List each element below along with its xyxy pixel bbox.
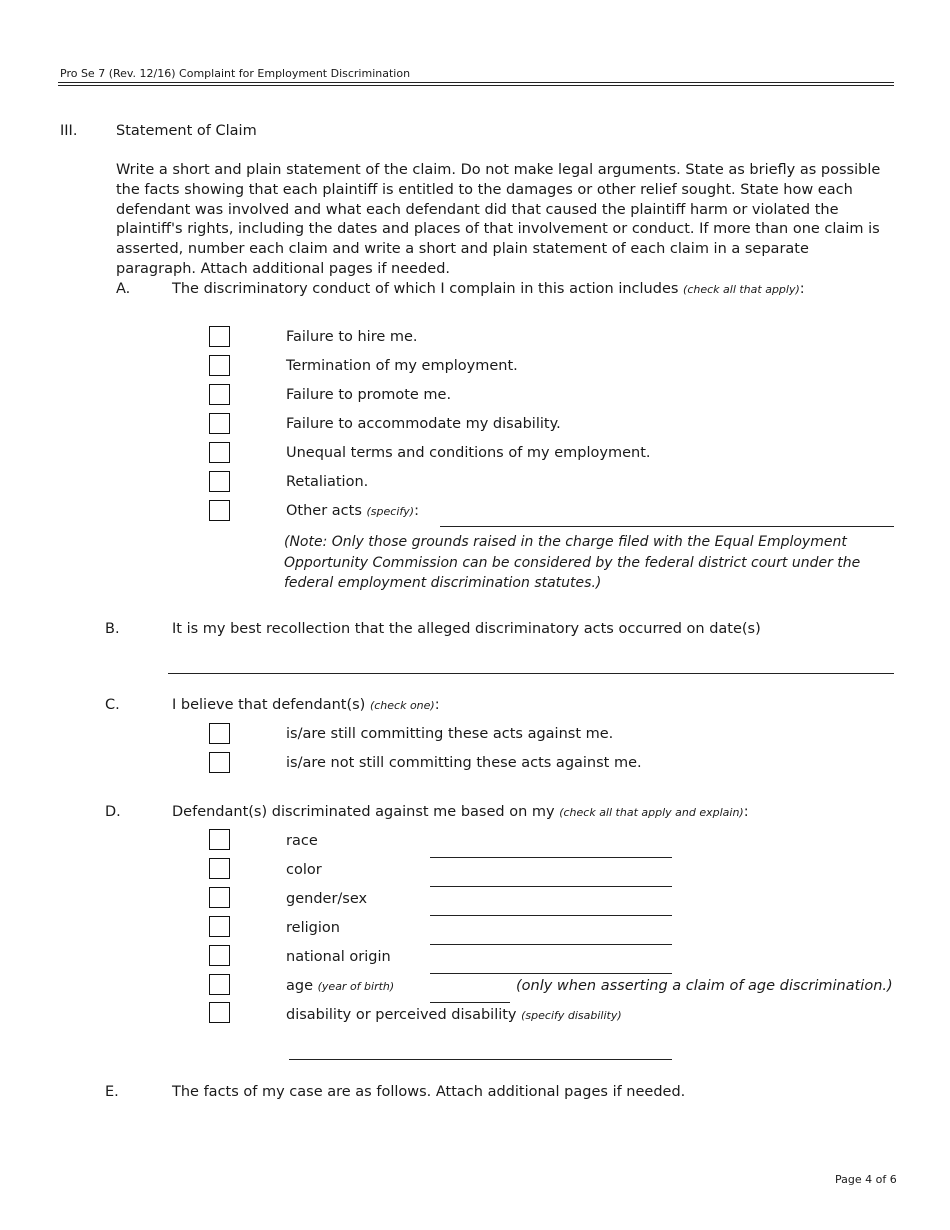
- option-age-line: [286, 978, 394, 994]
- option-age: age: [286, 978, 314, 994]
- checkbox-not-still-committing[interactable]: [209, 752, 230, 773]
- section-number: III.: [60, 123, 78, 139]
- option-race: race: [286, 833, 318, 849]
- part-d-hint: (check all that apply and explain): [559, 806, 744, 819]
- option-termination: Termination of my employment.: [286, 358, 518, 374]
- part-e-letter: E.: [105, 1084, 119, 1100]
- part-d-prompt-line: Defendant(s) discriminated against me based on my (check all that apply and explain):: [172, 804, 749, 820]
- part-c-prompt-line: I believe that defendant(s) (check one):: [172, 697, 440, 713]
- other-acts-input[interactable]: [440, 526, 894, 527]
- checkbox-color[interactable]: [209, 858, 230, 879]
- checkbox-unequal-terms[interactable]: [209, 442, 230, 463]
- checkbox-still-committing[interactable]: [209, 723, 230, 744]
- other-acts-hint: (specify): [366, 505, 415, 518]
- part-c-letter: C.: [105, 697, 120, 713]
- color-input[interactable]: [430, 886, 672, 887]
- option-gender: gender/sex: [286, 891, 368, 907]
- option-national-origin: national origin: [286, 949, 391, 965]
- option-religion: religion: [286, 920, 340, 936]
- option-other-acts: Other acts: [286, 503, 362, 519]
- header-rule-top: [58, 82, 894, 83]
- page-number: Page 4 of 6: [835, 1173, 897, 1186]
- disability-hint: (specify disability): [521, 1009, 622, 1022]
- part-c-hint: (check one): [369, 699, 435, 712]
- checkbox-termination[interactable]: [209, 355, 230, 376]
- part-a-hint: (check all that apply): [683, 283, 800, 296]
- checkbox-other-acts[interactable]: [209, 500, 230, 521]
- part-c-prompt: I believe that defendant(s): [172, 697, 366, 713]
- checkbox-failure-to-promote[interactable]: [209, 384, 230, 405]
- part-b-prompt: It is my best recollection that the alleged discriminatory acts occurred on date(s): [172, 621, 761, 637]
- race-input[interactable]: [430, 857, 672, 858]
- option-color: color: [286, 862, 322, 878]
- checkbox-disability[interactable]: [209, 1002, 230, 1023]
- part-e-prompt: The facts of my case are as follows. Attach additional pages if needed.: [172, 1084, 686, 1100]
- national-origin-input[interactable]: [430, 973, 672, 974]
- header-rule-bottom: [58, 85, 894, 86]
- part-d-prompt: Defendant(s) discriminated against me based on my: [172, 804, 555, 820]
- part-a-letter: A.: [116, 281, 131, 297]
- gender-input[interactable]: [430, 915, 672, 916]
- religion-input[interactable]: [430, 944, 672, 945]
- option-still-committing: is/are still committing these acts against me.: [286, 726, 614, 742]
- year-of-birth-input[interactable]: [430, 1002, 510, 1003]
- option-retaliation: Retaliation.: [286, 474, 369, 490]
- checkbox-race[interactable]: [209, 829, 230, 850]
- option-failure-to-accommodate: Failure to accommodate my disability.: [286, 416, 561, 432]
- option-disability-line: [286, 1007, 622, 1023]
- option-not-still-committing: is/are not still committing these acts against me.: [286, 755, 642, 771]
- part-a-prompt-line: The discriminatory conduct of which I complain in this action includes (check all that apply):: [172, 281, 805, 297]
- checkbox-age[interactable]: [209, 974, 230, 995]
- part-b-letter: B.: [105, 621, 120, 637]
- section-instructions: Write a short and plain statement of the claim. Do not make legal arguments. State as briefly as possible the facts showing that each plaintiff is entitled to the damages or other relief sought. State how each defendant was involved and what each defendant did that caused the plaintiff harm or violated the plaintiff's rights, including the dates and places of that involvement or conduct. If more than one claim is asserted, number each claim and write a short and plain statement of each claim in a separate paragraph. Attach additional pages if needed.: [116, 162, 881, 277]
- section-title: Statement of Claim: [116, 123, 257, 139]
- option-failure-to-promote: Failure to promote me.: [286, 387, 452, 403]
- disability-input[interactable]: [289, 1059, 672, 1060]
- age-note: (only when asserting a claim of age discrimination.): [516, 978, 893, 994]
- dates-input[interactable]: [168, 673, 894, 674]
- checkbox-failure-to-accommodate[interactable]: [209, 413, 230, 434]
- option-other-acts-line: Other acts (specify):: [286, 503, 419, 519]
- checkbox-religion[interactable]: [209, 916, 230, 937]
- part-d-letter: D.: [105, 804, 121, 820]
- part-a-prompt: The discriminatory conduct of which I complain in this action includes: [172, 281, 679, 297]
- form-title: Pro Se 7 (Rev. 12/16) Complaint for Employment Discrimination: [60, 67, 411, 80]
- option-unequal-terms: Unequal terms and conditions of my employment.: [286, 445, 651, 461]
- option-disability: disability or perceived disability: [286, 1007, 517, 1023]
- age-hint: (year of birth): [317, 980, 395, 993]
- checkbox-national-origin[interactable]: [209, 945, 230, 966]
- checkbox-retaliation[interactable]: [209, 471, 230, 492]
- option-failure-to-hire: Failure to hire me.: [286, 329, 418, 345]
- eeoc-note: (Note: Only those grounds raised in the charge filed with the Equal Employment Opportunity Commission can be considered by the federal district court under the federal employment discrimination statutes.): [284, 534, 861, 591]
- checkbox-failure-to-hire[interactable]: [209, 326, 230, 347]
- checkbox-gender[interactable]: [209, 887, 230, 908]
